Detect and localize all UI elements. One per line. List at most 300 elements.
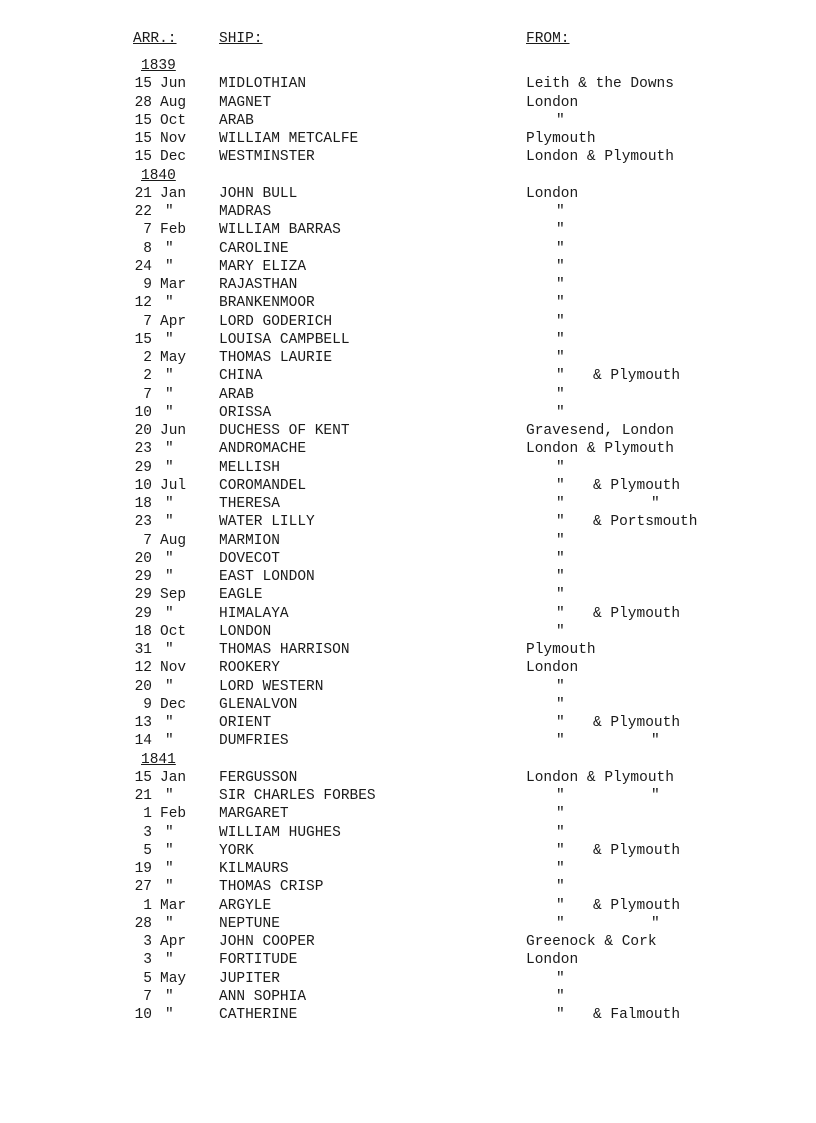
arrival-date [128, 477, 206, 495]
ship-name: WILLIAM METCALFE [219, 131, 359, 147]
arrival-day: 8 [143, 240, 152, 257]
arrival-month: May [160, 350, 187, 366]
arrival-day: 19 [134, 861, 152, 877]
arrival-day: 1 [143, 897, 152, 914]
origin-port: London & Plymouth [526, 441, 674, 458]
arrival-date [128, 878, 206, 896]
origin-port: London [526, 94, 579, 111]
arrival-month: Oct [160, 623, 187, 640]
arrival-month-ditto: " [165, 441, 174, 458]
arrival-month-ditto: " [165, 404, 174, 421]
origin-ditto: " [556, 550, 565, 567]
arrival-date [128, 787, 206, 805]
origin-ditto: " [556, 988, 565, 1005]
arrival-date [128, 313, 206, 331]
arrival-row [0, 386, 816, 404]
arrival-month-ditto: " [165, 1007, 174, 1023]
arrival-day: 3 [143, 824, 152, 841]
arrival-date [128, 112, 206, 130]
origin-second-ditto: " [651, 733, 660, 750]
origin-extra-port: & Plymouth [593, 368, 681, 385]
origin-ditto: " [556, 514, 565, 531]
arrival-day: 15 [134, 112, 152, 129]
arrival-month: Nov [160, 131, 187, 147]
arrival-month-ditto: " [165, 952, 174, 969]
origin-ditto: " [556, 222, 565, 239]
ship-name: JOHN COOPER [219, 934, 315, 950]
arrival-row [0, 440, 816, 458]
ship-name: MIDLOTHIAN [219, 76, 307, 93]
ship-name: LOUISA CAMPBELL [219, 331, 350, 348]
ship-name: THOMAS CRISP [219, 879, 324, 896]
arrival-date [128, 605, 206, 623]
origin-ditto: " [556, 587, 565, 604]
arrival-month: Aug [160, 532, 187, 549]
arrival-row [0, 513, 816, 531]
arrival-month-ditto: " [165, 386, 174, 403]
arrival-month: Dec [160, 149, 187, 166]
arrival-row [0, 495, 816, 513]
arrival-row [0, 915, 816, 933]
arrival-date [128, 349, 206, 367]
arrival-date [128, 550, 206, 568]
arrival-row [0, 148, 816, 166]
arrival-month: Apr [160, 313, 187, 330]
arrival-date [128, 714, 206, 732]
arrival-month-ditto: " [165, 915, 174, 932]
ship-name: RAJASTHAN [219, 277, 298, 293]
arrival-date [128, 386, 206, 404]
arrival-row [0, 276, 816, 294]
arrival-month: Jan [160, 769, 187, 786]
arrival-day: 29 [134, 605, 152, 622]
from-column-header: FROM: [526, 31, 570, 47]
origin-ditto: " [556, 459, 565, 476]
arrival-day: 27 [134, 879, 152, 896]
arrival-day: 21 [134, 185, 152, 202]
year-heading-row [0, 751, 816, 769]
arrival-date [128, 988, 206, 1006]
ship-name: THERESA [219, 496, 280, 512]
arrival-month-ditto: " [165, 733, 174, 750]
origin-port: London & Plymouth [526, 149, 674, 166]
arrival-month-ditto: " [165, 715, 174, 731]
ship-name: THOMAS HARRISON [219, 642, 350, 658]
origin-port: Leith & the Downs [526, 76, 674, 93]
origin-ditto: " [556, 295, 565, 312]
year-heading-row [0, 57, 816, 75]
ship-name: MARGARET [219, 806, 289, 823]
ship-name: WATER LILLY [219, 514, 315, 531]
ship-name: ROOKERY [219, 660, 280, 677]
arrival-day: 28 [134, 915, 152, 932]
ship-name: BRANKENMOOR [219, 295, 315, 312]
origin-ditto: " [556, 970, 565, 987]
arrival-row [0, 477, 816, 495]
arrival-date [128, 842, 206, 860]
arrival-day: 18 [134, 496, 152, 512]
origin-ditto: " [556, 897, 565, 914]
arrival-day: 20 [134, 678, 152, 695]
arrival-date [128, 367, 206, 385]
ship-name: ARAB [219, 112, 254, 129]
origin-ditto: " [556, 824, 565, 841]
arrival-day: 31 [134, 642, 152, 658]
origin-port: Plymouth [526, 642, 596, 658]
origin-ditto: " [556, 350, 565, 366]
origin-ditto: " [556, 112, 565, 129]
origin-ditto: " [556, 204, 565, 220]
arrival-row [0, 878, 816, 896]
ship-name: SIR CHARLES FORBES [219, 788, 376, 804]
arrival-date [128, 951, 206, 969]
arrival-date [128, 440, 206, 458]
arrival-day: 20 [134, 423, 152, 439]
arrival-day: 15 [134, 149, 152, 166]
ship-name: WILLIAM BARRAS [219, 222, 341, 239]
origin-ditto: " [556, 861, 565, 877]
arrival-day: 7 [143, 386, 152, 403]
ship-name: MADRAS [219, 204, 272, 220]
arrival-row [0, 641, 816, 659]
arrival-month-ditto: " [165, 459, 174, 476]
origin-second-ditto: " [651, 915, 660, 932]
ship-name: FERGUSSON [219, 769, 298, 786]
year-heading: 1839 [141, 58, 176, 74]
arrival-month-ditto: " [165, 605, 174, 622]
arrival-month: Nov [160, 660, 187, 677]
ship-name: DOVECOT [219, 550, 280, 567]
arrival-date [128, 623, 206, 641]
arrival-row [0, 532, 816, 550]
origin-port: Plymouth [526, 131, 596, 147]
origin-extra-port: & Plymouth [593, 715, 681, 731]
arrival-month-ditto: " [165, 678, 174, 695]
origin-port: Gravesend, London [526, 423, 674, 439]
origin-extra-port: & Falmouth [593, 1007, 681, 1023]
origin-extra-port: & Plymouth [593, 897, 681, 914]
ship-name: ANDROMACHE [219, 441, 307, 458]
origin-ditto: " [556, 569, 565, 585]
arrival-row [0, 732, 816, 750]
arrival-row [0, 951, 816, 969]
ship-name: JUPITER [219, 970, 280, 987]
arrival-day: 7 [143, 222, 152, 239]
arrival-day: 3 [143, 934, 152, 950]
ship-name: WESTMINSTER [219, 149, 315, 166]
arrival-date [128, 659, 206, 677]
arrival-day: 9 [143, 277, 152, 293]
arrival-day: 24 [134, 258, 152, 275]
origin-ditto: " [556, 842, 565, 859]
origin-ditto: " [556, 240, 565, 257]
origin-ditto: " [556, 879, 565, 896]
origin-port: London [526, 660, 579, 677]
year-heading: 1841 [141, 751, 176, 768]
arrival-date [128, 294, 206, 312]
arrival-row [0, 422, 816, 440]
origin-ditto: " [556, 678, 565, 695]
arrival-date [128, 824, 206, 842]
arrival-date [128, 732, 206, 750]
arrival-row [0, 221, 816, 239]
arrival-month-ditto: " [165, 988, 174, 1005]
arrival-month: Oct [160, 112, 187, 129]
ship-name: CHINA [219, 368, 263, 385]
arrival-day: 10 [134, 1007, 152, 1023]
origin-ditto: " [556, 404, 565, 421]
arrival-month-ditto: " [165, 824, 174, 841]
arrival-month-ditto: " [165, 569, 174, 585]
arrival-day: 3 [143, 952, 152, 969]
arrivals-list [0, 57, 816, 1024]
arrival-day: 5 [143, 970, 152, 987]
arrival-date [128, 276, 206, 294]
arrival-row [0, 459, 816, 477]
arrival-date [128, 404, 206, 422]
arrival-date [128, 331, 206, 349]
origin-port: London [526, 185, 579, 202]
arrival-row [0, 185, 816, 203]
arrival-row [0, 240, 816, 258]
origin-extra-port: & Plymouth [593, 842, 681, 859]
arrival-month-ditto: " [165, 550, 174, 567]
arrival-row [0, 988, 816, 1006]
ship-name: MARMION [219, 532, 280, 549]
arrival-month: Mar [160, 277, 187, 293]
arrival-day: 15 [134, 76, 152, 93]
arrival-date [128, 970, 206, 988]
ship-name: EAGLE [219, 587, 263, 604]
arrival-row [0, 696, 816, 714]
ship-name: CAROLINE [219, 240, 289, 257]
arrival-day: 2 [143, 368, 152, 385]
arrival-month: Feb [160, 806, 187, 823]
ship-name: ANN SOPHIA [219, 988, 307, 1005]
ship-name: MAGNET [219, 94, 272, 111]
arrival-month: Jan [160, 185, 187, 202]
year-heading-row [0, 167, 816, 185]
ship-name: YORK [219, 842, 254, 859]
origin-ditto: " [556, 313, 565, 330]
origin-ditto: " [556, 788, 565, 804]
arrival-date [128, 495, 206, 513]
arrival-day: 2 [143, 350, 152, 366]
arrival-row [0, 623, 816, 641]
ship-name: DUCHESS OF KENT [219, 423, 350, 439]
arrival-month-ditto: " [165, 295, 174, 312]
arrival-day: 10 [134, 404, 152, 421]
arrival-date [128, 203, 206, 221]
origin-port: London & Plymouth [526, 769, 674, 786]
ship-name: ORISSA [219, 404, 272, 421]
origin-ditto: " [556, 696, 565, 713]
arrival-row [0, 404, 816, 422]
arrival-day: 7 [143, 532, 152, 549]
arrival-row [0, 331, 816, 349]
arrival-day: 18 [134, 623, 152, 640]
arrival-row [0, 970, 816, 988]
arrival-row [0, 933, 816, 951]
arrival-day: 15 [134, 131, 152, 147]
arrival-row [0, 568, 816, 586]
ship-name: CATHERINE [219, 1007, 298, 1023]
arrival-date [128, 75, 206, 93]
ship-name: FORTITUDE [219, 952, 298, 969]
origin-ditto: " [556, 605, 565, 622]
column-header-row [0, 31, 816, 49]
ship-name: THOMAS LAURIE [219, 350, 333, 366]
arrival-month: Sep [160, 587, 187, 604]
arrival-row [0, 550, 816, 568]
arrival-date [128, 696, 206, 714]
arrival-month-ditto: " [165, 204, 174, 220]
arrival-date [128, 915, 206, 933]
origin-second-ditto: " [651, 788, 660, 804]
ship-name: LORD GODERICH [219, 313, 333, 330]
arrival-date [128, 769, 206, 787]
arrival-row [0, 586, 816, 604]
arrival-day: 15 [134, 331, 152, 348]
arrival-month: Mar [160, 897, 187, 914]
origin-ditto: " [556, 1007, 565, 1023]
arrival-month-ditto: " [165, 240, 174, 257]
origin-ditto: " [556, 477, 565, 494]
origin-ditto: " [556, 258, 565, 275]
arrival-day: 7 [143, 313, 152, 330]
arrival-row [0, 367, 816, 385]
arrival-day: 13 [134, 715, 152, 731]
ship-name: MELLISH [219, 459, 280, 476]
arrival-column-header: ARR.: [133, 31, 177, 47]
arrival-month: May [160, 970, 187, 987]
arrival-month-ditto: " [165, 368, 174, 385]
arrival-row [0, 787, 816, 805]
origin-ditto: " [556, 386, 565, 403]
ship-name: LONDON [219, 623, 272, 640]
arrival-day: 15 [134, 769, 152, 786]
arrival-row [0, 203, 816, 221]
arrival-day: 7 [143, 988, 152, 1005]
arrival-month: Feb [160, 222, 187, 239]
arrival-date [128, 532, 206, 550]
arrival-row [0, 75, 816, 93]
arrival-row [0, 678, 816, 696]
arrival-row [0, 258, 816, 276]
arrival-date [128, 805, 206, 823]
arrival-day: 1 [143, 806, 152, 823]
ship-name: EAST LONDON [219, 569, 315, 585]
arrival-day: 14 [134, 733, 152, 750]
arrival-month: Apr [160, 934, 187, 950]
arrival-month: Jul [160, 477, 187, 494]
arrival-date [128, 422, 206, 440]
arrival-date [128, 148, 206, 166]
arrival-day: 28 [134, 94, 152, 111]
arrival-date [128, 185, 206, 203]
arrival-day: 29 [134, 459, 152, 476]
arrival-row [0, 313, 816, 331]
arrival-date [128, 1006, 206, 1024]
origin-ditto: " [556, 277, 565, 293]
arrival-date [128, 933, 206, 951]
ship-name: MARY ELIZA [219, 258, 307, 275]
arrival-date [128, 130, 206, 148]
ship-name: COROMANDEL [219, 477, 307, 494]
arrival-day: 12 [134, 295, 152, 312]
arrival-month: Jun [160, 76, 187, 93]
origin-second-ditto: " [651, 496, 660, 512]
arrival-date [128, 221, 206, 239]
arrival-row [0, 824, 816, 842]
arrival-date [128, 897, 206, 915]
ship-name: KILMAURS [219, 861, 289, 877]
arrival-month-ditto: " [165, 496, 174, 512]
arrival-day: 29 [134, 587, 152, 604]
origin-extra-port: & Plymouth [593, 477, 681, 494]
arrival-month-ditto: " [165, 642, 174, 658]
arrival-row [0, 860, 816, 878]
arrival-date [128, 240, 206, 258]
arrival-date [128, 568, 206, 586]
arrival-date [128, 459, 206, 477]
origin-extra-port: & Portsmouth [593, 514, 698, 531]
arrival-day: 23 [134, 514, 152, 531]
arrival-date [128, 94, 206, 112]
arrival-day: 21 [134, 788, 152, 804]
arrival-date [128, 641, 206, 659]
origin-ditto: " [556, 733, 565, 750]
arrival-month: Jun [160, 423, 187, 439]
arrival-row [0, 605, 816, 623]
ship-name: ORIENT [219, 715, 272, 731]
arrival-row [0, 659, 816, 677]
arrival-day: 23 [134, 441, 152, 458]
arrival-row [0, 897, 816, 915]
origin-port: Greenock & Cork [526, 934, 657, 950]
arrival-day: 20 [134, 550, 152, 567]
ship-name: DUMFRIES [219, 733, 289, 750]
ship-name: NEPTUNE [219, 915, 280, 932]
arrival-day: 9 [143, 696, 152, 713]
arrival-month-ditto: " [165, 258, 174, 275]
arrival-row [0, 805, 816, 823]
arrival-date [128, 678, 206, 696]
arrival-month: Dec [160, 696, 187, 713]
arrival-day: 29 [134, 569, 152, 585]
origin-ditto: " [556, 806, 565, 823]
ship-column-header: SHIP: [219, 31, 263, 47]
arrival-row [0, 842, 816, 860]
arrival-row [0, 714, 816, 732]
ship-name: LORD WESTERN [219, 678, 324, 695]
arrival-day: 5 [143, 842, 152, 859]
origin-ditto: " [556, 715, 565, 731]
ship-name: GLENALVON [219, 696, 298, 713]
origin-extra-port: & Plymouth [593, 605, 681, 622]
arrival-month-ditto: " [165, 861, 174, 877]
ship-name: JOHN BULL [219, 185, 298, 202]
origin-port: London [526, 952, 579, 969]
arrival-month-ditto: " [165, 879, 174, 896]
arrival-row [0, 130, 816, 148]
arrival-row [0, 112, 816, 130]
arrival-day: 12 [134, 660, 152, 677]
arrival-day: 22 [134, 204, 152, 220]
arrival-day: 10 [134, 477, 152, 494]
arrival-row [0, 769, 816, 787]
arrival-row [0, 94, 816, 112]
